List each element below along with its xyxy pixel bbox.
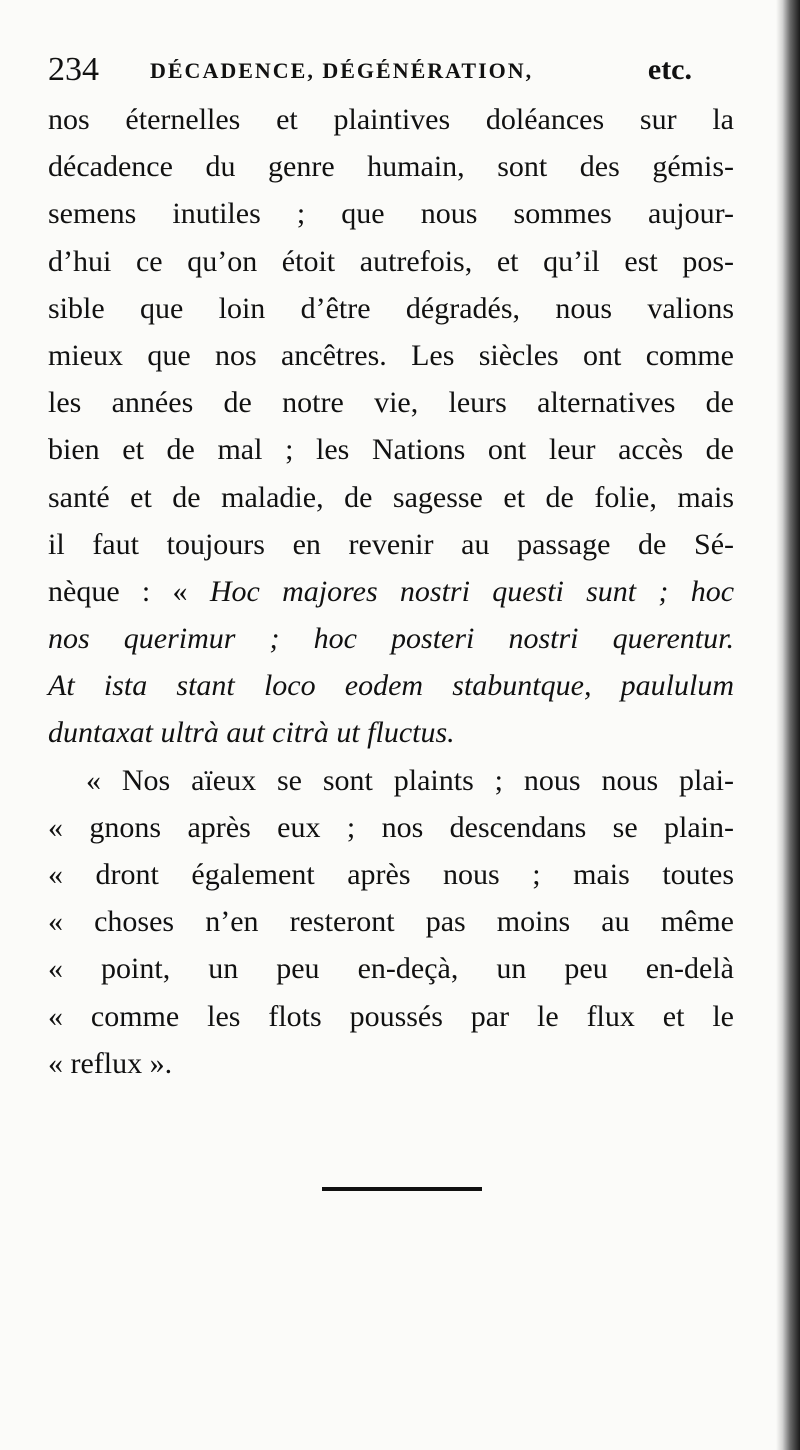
- text-line: sible que loin d’être dégradés, nous valions: [48, 291, 734, 325]
- translation-line: « dront également après nous ; mais toutes: [48, 858, 734, 891]
- text-line: nos éternelles et plaintives doléances sur la: [48, 103, 734, 136]
- paragraph-1: [48, 96, 734, 757]
- running-title-etc: etc.: [647, 53, 692, 86]
- translation-line: « point, un peu en-deçà, un peu en-delà: [48, 952, 734, 986]
- text-line: les années de notre vie, leurs alternatives de: [48, 386, 734, 420]
- text-line: d’hui ce qu’on étoit autrefois, et qu’il est pos-: [48, 244, 734, 278]
- page-header: [48, 48, 738, 92]
- text-line: bien et de mal ; les Nations ont leur accès de: [48, 433, 734, 467]
- page-number: 234: [48, 51, 99, 88]
- page-body: [48, 96, 734, 1087]
- text-line: santé et de maladie, de sagesse et de folie, mais: [48, 480, 734, 514]
- latin-quotation-line: nos querimur ; hoc posteri nostri querentur.: [48, 622, 734, 656]
- translation-line: « choses n’en resteront pas moins au même: [48, 905, 734, 939]
- latin-quotation-line: duntaxat ultrà aut citrà ut fluctus.: [48, 716, 455, 750]
- text-line: semens inutiles ; que nous sommes aujour-: [48, 197, 734, 231]
- text-line-mixed: [48, 568, 734, 615]
- running-title: DÉCADENCE, DÉGÉNÉRATION,: [150, 58, 534, 83]
- paragraph-2: [48, 757, 734, 1087]
- translation-line: « comme les flots poussés par le flux et le: [48, 999, 734, 1033]
- latin-quotation-line: At ista stant loco eodem stabuntque, paululum: [48, 669, 734, 703]
- section-end-rule: [322, 1187, 482, 1191]
- text-line: décadence du genre humain, sont des gémis-: [48, 150, 734, 184]
- text-line: mieux que nos ancêtres. Les siècles ont comme: [48, 338, 734, 372]
- text-line: il faut toujours en revenir au passage de Sé-: [48, 527, 734, 561]
- translation-line: « reflux ».: [48, 1046, 173, 1080]
- book-binding-edge: [782, 0, 800, 1450]
- translation-line: « gnons après eux ; nos descendans se plain-: [48, 810, 734, 844]
- latin-quotation-start: Hoc majores nostri questi sunt ; hoc: [209, 574, 735, 608]
- text-roman: nèque : «: [48, 574, 210, 608]
- translation-line: « Nos aïeux se sont plaints ; nous nous plai-: [86, 763, 734, 797]
